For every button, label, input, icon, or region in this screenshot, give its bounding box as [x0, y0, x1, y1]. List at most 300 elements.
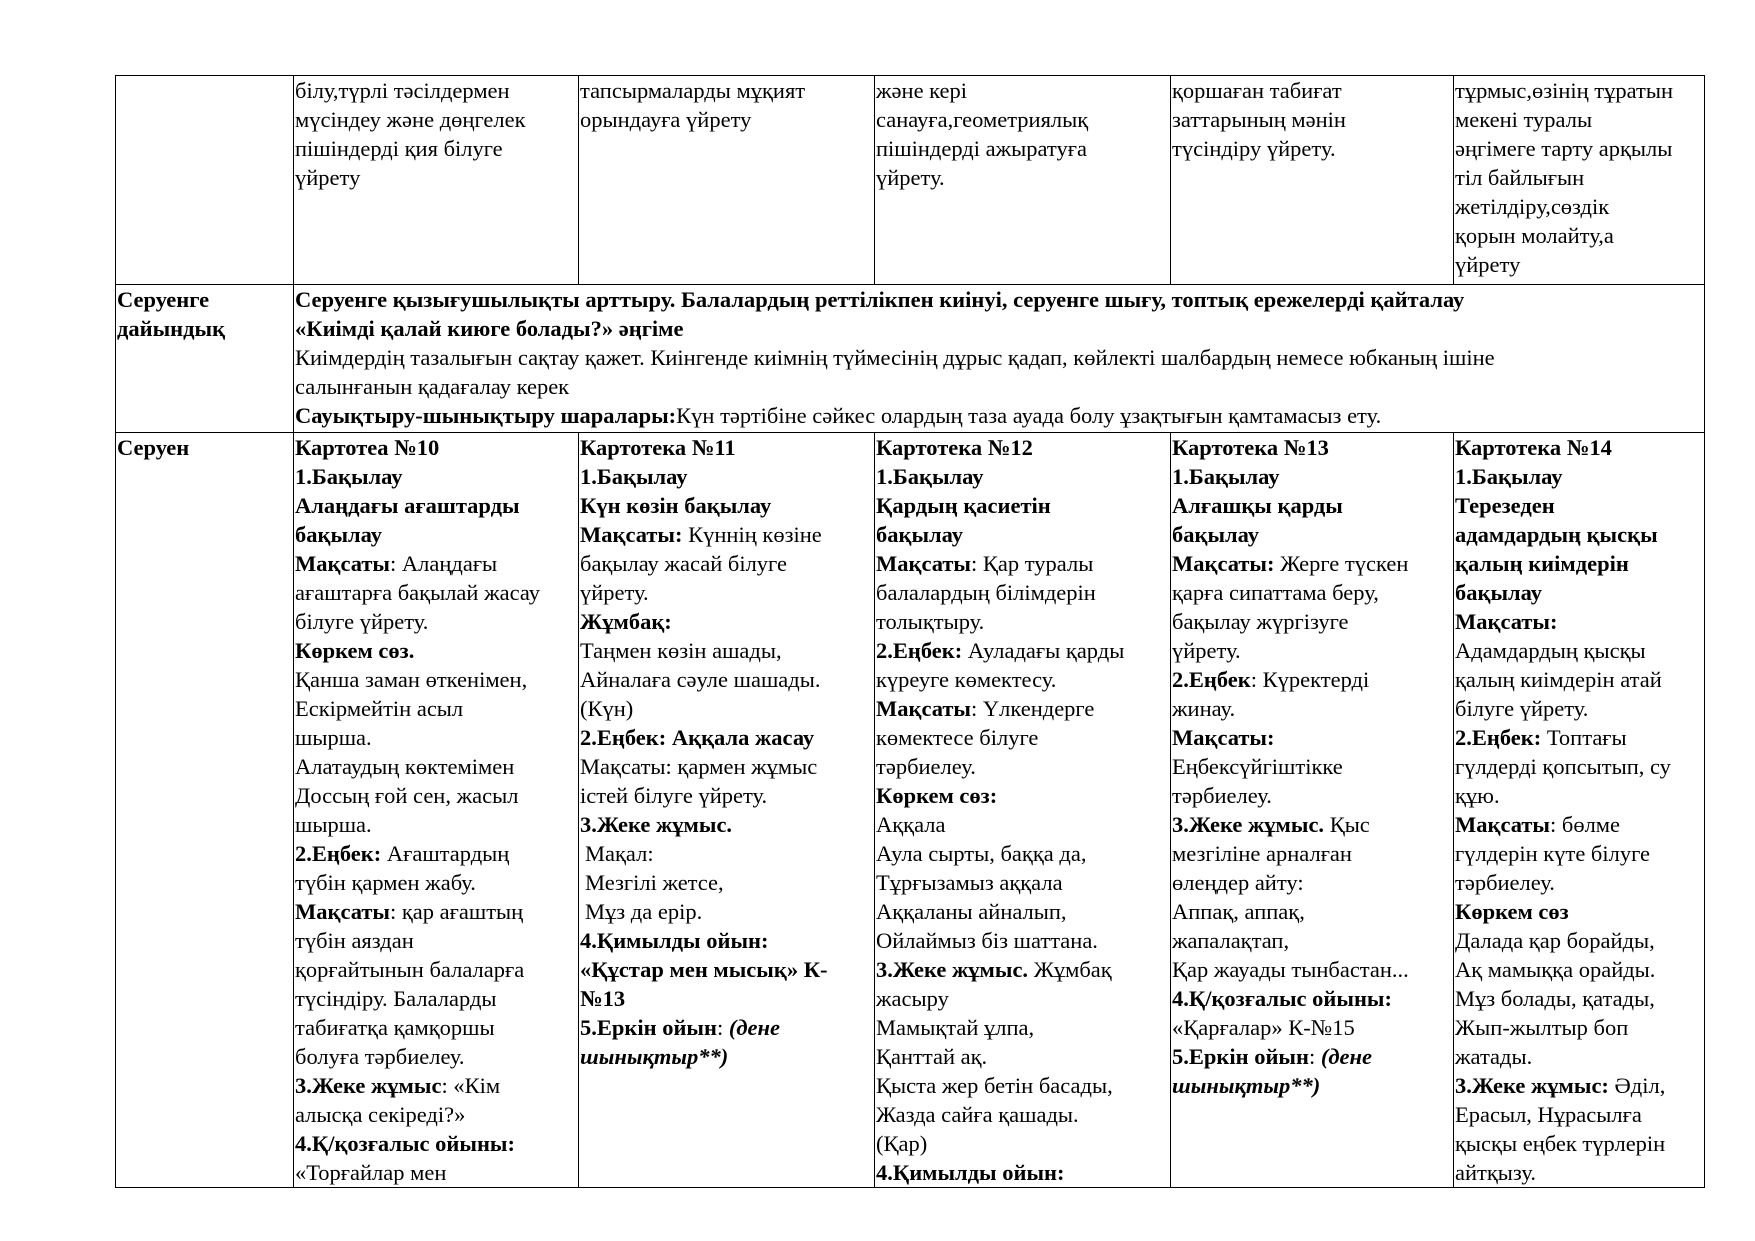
plain-text: Мамықтай ұлпа, — [876, 1015, 1035, 1040]
text-line — [580, 955, 872, 984]
text-line — [295, 462, 576, 491]
plain-text: Еңбексүйгіштікке — [1172, 754, 1343, 779]
text-line — [876, 549, 1168, 578]
plain-text: Таңмен көзін ашады, — [580, 638, 782, 663]
prep-talk-title: «Киімді қалай киюге болады?» әңгіме — [295, 316, 684, 341]
text-line — [1455, 433, 1702, 462]
text-line: орындауға үйрету — [580, 107, 752, 132]
plain-text: Ойлаймыз біз шаттана. — [876, 928, 1098, 953]
bold-text: Мақсаты — [876, 551, 971, 576]
bold-text: 3.Жеке жұмыс: — [1455, 1073, 1609, 1098]
text-line — [1172, 549, 1451, 578]
text-line — [295, 810, 576, 839]
plain-text: білуге үйрету. — [1455, 696, 1589, 721]
bold-text: 1.Бақылау — [876, 464, 984, 489]
text-line — [1455, 549, 1702, 578]
text-line: қорын молайту,а — [1455, 223, 1614, 248]
text-line: пішіндерді ажыратуға — [876, 136, 1087, 161]
plain-text: Алатаудың көктемімен — [295, 754, 515, 779]
plain-text: Күннің көзіне — [682, 522, 822, 547]
plain-text: көмектесе білуге — [876, 725, 1039, 750]
text-line — [295, 607, 576, 636]
bold-text: 1.Бақылау — [295, 464, 403, 489]
bold-text: 4.Қ/қозғалыс ойыны: — [1172, 986, 1392, 1011]
text-line: тұрмыс,өзінің тұратын — [1455, 78, 1674, 103]
bold-text: Алаңдағы ағаштарды — [295, 493, 520, 518]
text-line — [580, 636, 872, 665]
text-line — [580, 607, 872, 636]
plain-text: Аққала — [876, 812, 946, 837]
text-line — [876, 1100, 1168, 1129]
text-line — [1172, 897, 1451, 926]
text-line: мекені туралы — [1455, 107, 1593, 132]
walk-card-14 — [1454, 433, 1705, 1188]
row-label-cell — [116, 433, 294, 1188]
text-line: түсіндіру үйрету. — [1172, 136, 1336, 161]
bold-text: 1.Бақылау — [580, 464, 688, 489]
plain-text: тәрбиелеу. — [1172, 783, 1272, 808]
text-line — [876, 868, 1168, 897]
plain-text: Мезгілі жетсе, — [585, 870, 724, 895]
bold-text: 2.Еңбек: Аққала жасау — [580, 725, 815, 750]
text-line — [876, 955, 1168, 984]
text-line — [1172, 578, 1451, 607]
plain-text: түбін аяздан — [295, 928, 414, 953]
plain-text: үйрету. — [580, 580, 649, 605]
plain-text: ағаштарға бақылай жасау — [295, 580, 540, 605]
plain-text: Қар жауады тынбастан... — [1172, 957, 1409, 982]
bold-text: Көркем сөз. — [295, 638, 415, 663]
text-line — [580, 433, 872, 462]
text-line — [580, 781, 872, 810]
plain-text: болуға тәрбиелеу. — [295, 1044, 465, 1069]
bold-text: бақылау — [876, 522, 964, 547]
text-line — [1172, 955, 1451, 984]
bold-text: Мақсаты: — [580, 522, 683, 547]
text-line — [1455, 607, 1702, 636]
text-line: және кері — [876, 78, 968, 103]
plain-text: Аула сырты, баққа да, — [876, 841, 1087, 866]
plain-text: жинау. — [1172, 696, 1236, 721]
text-line — [295, 549, 576, 578]
plain-text: Ерасыл, Нұрасылға — [1455, 1102, 1642, 1127]
plain-text: Жерге түскен — [1274, 551, 1409, 576]
plain-text: қарға сипаттама беру, — [1172, 580, 1379, 605]
text-line — [1172, 868, 1451, 897]
text-line: үйрету — [295, 165, 361, 190]
plain-text: айтқызу. — [1455, 1160, 1536, 1185]
plain-text: Мақал: — [585, 841, 654, 866]
bold-text: №13 — [580, 986, 626, 1011]
text-line: тіл байлығын — [1455, 165, 1585, 190]
text-line — [876, 926, 1168, 955]
text-line — [876, 462, 1168, 491]
goals-row — [116, 76, 1705, 285]
row-label-cell — [116, 285, 294, 433]
text-line — [1172, 1013, 1451, 1042]
text-line — [580, 578, 872, 607]
text-line — [580, 694, 872, 723]
bold-text: Мақсаты: — [1172, 551, 1275, 576]
bold-text: Мақсаты — [295, 551, 390, 576]
plain-text: Ауладағы қарды — [962, 638, 1125, 663]
goal-cell-tue — [579, 76, 875, 285]
text-line — [876, 665, 1168, 694]
walk-row — [116, 433, 1705, 1188]
plain-text: қысқы еңбек түрлерін — [1455, 1131, 1666, 1156]
bold-text: 4.Қ/қозғалыс ойыны: — [295, 1131, 515, 1156]
text-line — [295, 491, 576, 520]
bold-text: Күн көзін бақылау — [580, 493, 772, 518]
bold-italic-text: шынықтыр**) — [580, 1044, 729, 1069]
goal-cell-thu — [1171, 76, 1454, 285]
text-line — [580, 839, 872, 868]
text-line — [295, 694, 576, 723]
text-line — [1455, 462, 1702, 491]
bold-text: адамдардың қысқы — [1455, 522, 1658, 547]
plain-text: Ақ мамыққа орайды. — [1455, 957, 1656, 982]
text-line — [1172, 752, 1451, 781]
plain-text: Айналаға сәуле шашады. — [580, 667, 821, 692]
plain-text: Жұмбақ — [1028, 957, 1112, 982]
bold-text: Картотеа №10 — [295, 435, 440, 460]
bold-text: 3.Жеке жұмыс — [295, 1073, 442, 1098]
prep-text-line: Киімдердің тазалығын сақтау қажет. Киінгенде киімнің түймесінің дұрыс қадап, көйлекті шалбардың немесе юбканың ішіне — [295, 345, 1495, 370]
text-line — [1455, 955, 1702, 984]
bold-text: Көркем сөз: — [876, 783, 998, 808]
text-line — [876, 520, 1168, 549]
text-line: қоршаған табиғат — [1172, 78, 1342, 103]
plain-text: үйрету. — [1172, 638, 1241, 663]
plain-text: балалардың білімдерін — [876, 580, 1096, 605]
bold-italic-text: шынықтыр**) — [1172, 1073, 1321, 1098]
text-line — [1172, 462, 1451, 491]
text-line — [1172, 810, 1451, 839]
plain-text: Ағаштардың — [381, 841, 510, 866]
plain-text: Қыс — [1324, 812, 1370, 837]
row-label-line: дайындық — [117, 316, 226, 341]
text-line — [1172, 984, 1451, 1013]
bold-text: 2.Еңбек — [1172, 667, 1251, 692]
text-line — [876, 723, 1168, 752]
text-line — [295, 955, 576, 984]
text-line — [876, 491, 1168, 520]
bold-italic-text: (дене — [728, 1015, 780, 1040]
text-line — [1455, 1100, 1702, 1129]
plain-text: толықтыру. — [876, 609, 985, 634]
text-line — [876, 607, 1168, 636]
bold-text: Қардың қасиетін — [876, 493, 1051, 518]
bold-text: «Құстар мен мысық» К- — [580, 957, 828, 982]
text-line — [295, 752, 576, 781]
bold-text: Мақсаты: — [1172, 725, 1275, 750]
plain-text: : Күректерді — [1250, 667, 1370, 692]
lesson-plan-table — [115, 75, 1705, 1188]
text-line — [1455, 1013, 1702, 1042]
text-line — [295, 868, 576, 897]
plain-text: : Үлкендерге — [971, 696, 1095, 721]
health-measures — [295, 401, 1702, 430]
text-line — [580, 926, 872, 955]
plain-text: Қанттай ақ. — [876, 1044, 988, 1069]
plain-text: гүлдерін күте білуге — [1455, 841, 1651, 866]
bold-text: Мақсаты: — [1455, 609, 1558, 634]
text-line — [580, 520, 872, 549]
text-line: үйрету. — [876, 165, 945, 190]
text-line — [876, 1158, 1168, 1187]
text-line — [876, 984, 1168, 1013]
text-line: пішіндерді қия білуге — [295, 136, 503, 161]
bold-text: 3.Жеке жұмыс. — [1172, 812, 1325, 837]
bold-text: Терезеден — [1455, 493, 1555, 518]
text-line — [295, 1013, 576, 1042]
plain-text: істей білуге үйрету. — [580, 783, 768, 808]
bold-text: Мақсаты — [1455, 812, 1550, 837]
plain-text: Жазда сайға қашады. — [876, 1102, 1079, 1127]
text-line — [876, 1129, 1168, 1158]
text-line: санауға,геометриялық — [876, 107, 1089, 132]
text-line — [876, 897, 1168, 926]
prep-text-line: салынғанын қадағалау керек — [295, 374, 570, 399]
text-line — [580, 549, 872, 578]
text-line — [1455, 984, 1702, 1013]
walk-card-10 — [294, 433, 579, 1188]
goal-cell-wed — [875, 76, 1171, 285]
text-line — [1455, 636, 1702, 665]
bold-text: Картотека №13 — [1172, 435, 1329, 460]
text-line — [876, 810, 1168, 839]
plain-text: құю. — [1455, 783, 1500, 808]
text-line — [1455, 897, 1702, 926]
text-line — [1455, 1071, 1702, 1100]
walk-card-13 — [1171, 433, 1454, 1188]
plain-text: Мақсаты: қармен жұмыс — [580, 754, 818, 779]
plain-text: тәрбиелеу. — [876, 754, 976, 779]
text-line — [580, 723, 872, 752]
text-line: әңгімеге тарту арқылы — [1455, 136, 1673, 161]
text-line — [580, 1042, 872, 1071]
plain-text: мезгіліне арналған — [1172, 841, 1352, 866]
bold-text: 1.Бақылау — [1455, 464, 1563, 489]
walk-prep-content — [294, 285, 1705, 433]
bold-text: бақылау — [1172, 522, 1260, 547]
text-line: заттарының мәнін — [1172, 107, 1346, 132]
text-line — [295, 984, 576, 1013]
health-label: Сауықтыру-шынықтыру шаралары: — [295, 403, 677, 428]
plain-text: алысқа секіреді?» — [295, 1102, 466, 1127]
plain-text: : Қар туралы — [971, 551, 1094, 576]
plain-text: Қанша заман өткенімен, — [295, 667, 528, 692]
text-line — [1172, 636, 1451, 665]
bold-text: Картотека №14 — [1455, 435, 1612, 460]
text-line — [580, 462, 872, 491]
plain-text: Мұз да ерір. — [585, 899, 703, 924]
text-line — [1172, 433, 1451, 462]
text-line — [580, 810, 872, 839]
plain-text: түбін қармен жабу. — [295, 870, 476, 895]
plain-text: Доссың ғой сен, жасыл — [295, 783, 519, 808]
plain-text: Жып-жылтыр боп — [1455, 1015, 1629, 1040]
text-line — [1455, 520, 1702, 549]
bold-text: 4.Қимылды ойын: — [580, 928, 769, 953]
text-line — [1455, 491, 1702, 520]
plain-text: қалың киімдерін атай — [1455, 667, 1662, 692]
plain-text: : бөлме — [1550, 812, 1621, 837]
text-line — [1455, 926, 1702, 955]
goal-cell-fri — [1454, 76, 1705, 285]
bold-text: 1.Бақылау — [1172, 464, 1280, 489]
text-line — [295, 1100, 576, 1129]
plain-text: Тұрғызамыз аққала — [876, 870, 1063, 895]
row-label-line: Серуенге — [117, 287, 210, 312]
plain-text: Аппақ, аппақ, — [1172, 899, 1305, 924]
bold-text: қалың киімдерін — [1455, 551, 1629, 576]
plain-text: түсіндіру. Балаларды — [295, 986, 497, 1011]
plain-text: қорғайтынын балаларға — [295, 957, 525, 982]
text-line — [295, 1071, 576, 1100]
text-line — [295, 636, 576, 665]
goal-cell-mon — [294, 76, 579, 285]
text-line — [295, 1158, 576, 1187]
plain-text: бақылау жасай білуге — [580, 551, 787, 576]
text-line: үйрету — [1455, 252, 1521, 277]
bold-text: 3.Жеке жұмыс. — [876, 957, 1029, 982]
row-label-cell — [116, 76, 294, 285]
plain-text: : Алаңдағы — [390, 551, 498, 576]
bold-text: Картотека №11 — [580, 435, 736, 460]
text-line — [1455, 781, 1702, 810]
text-line — [1455, 723, 1702, 752]
text-line: тапсырмаларды мұқият — [580, 78, 806, 103]
plain-text: (Күн) — [580, 696, 634, 721]
bold-text: 4.Қимылды ойын: — [876, 1160, 1065, 1185]
text-line — [295, 897, 576, 926]
text-line — [1172, 665, 1451, 694]
prep-heading: Серуенге қызығушылықты арттыру. Балалардың реттілікпен киінуі, серуенге шығу, топтық ережелерді қайталау — [295, 287, 1465, 312]
text-line — [295, 723, 576, 752]
text-line — [1455, 839, 1702, 868]
plain-text: білуге үйрету. — [295, 609, 429, 634]
text-line — [1455, 1042, 1702, 1071]
plain-text: Әділ, — [1608, 1073, 1666, 1098]
text-line — [876, 839, 1168, 868]
text-line — [1455, 578, 1702, 607]
bold-text: Мақсаты — [295, 899, 390, 924]
bold-text: Мақсаты — [876, 696, 971, 721]
text-line — [1455, 810, 1702, 839]
text-line — [580, 984, 872, 1013]
plain-text: Мұз болады, қатады, — [1455, 986, 1655, 1011]
bold-text: 3.Жеке жұмыс. — [580, 812, 733, 837]
bold-text: 2.Еңбек: — [876, 638, 963, 663]
plain-text: (Қар) — [876, 1131, 928, 1156]
text-line: мүсіндеу және дөңгелек — [295, 107, 526, 132]
text-line — [295, 1042, 576, 1071]
text-line — [295, 839, 576, 868]
plain-text: гүлдерді қопсытып, су — [1455, 754, 1671, 779]
bold-text: бақылау — [295, 522, 383, 547]
row-label: Серуен — [117, 435, 190, 460]
bold-text: Картотека №12 — [876, 435, 1033, 460]
bold-text: Көркем сөз — [1455, 899, 1569, 924]
text-line — [295, 520, 576, 549]
text-line — [580, 868, 872, 897]
text-line — [580, 491, 872, 520]
plain-text: Қыста жер бетін басады, — [876, 1073, 1113, 1098]
bold-text: Жұмбақ: — [580, 609, 672, 634]
bold-text: Алғашқы қарды — [1172, 493, 1343, 518]
plain-text: күреуге көмектесу. — [876, 667, 1057, 692]
text-line — [580, 897, 872, 926]
plain-text: «Қарғалар» К-№15 — [1172, 1015, 1355, 1040]
plain-text: жатады. — [1455, 1044, 1533, 1069]
text-line — [295, 578, 576, 607]
plain-text: : — [716, 1015, 729, 1040]
text-line — [1172, 607, 1451, 636]
plain-text: өлеңдер айту: — [1172, 870, 1304, 895]
plain-text: Аққаланы айналып, — [876, 899, 1067, 924]
plain-text: Ескірмейтін асыл — [295, 696, 464, 721]
walk-prep-row — [116, 285, 1705, 433]
text-line — [295, 1129, 576, 1158]
text-line — [876, 694, 1168, 723]
plain-text: жапалақтап, — [1172, 928, 1290, 953]
text-line — [580, 665, 872, 694]
text-line — [1172, 1071, 1451, 1100]
health-text: Күн тәртібіне сәйкес олардың таза ауада болу ұзақтығын қамтамасыз ету. — [676, 403, 1382, 428]
text-line — [1172, 694, 1451, 723]
plain-text: Далада қар борайды, — [1455, 928, 1655, 953]
text-line — [295, 781, 576, 810]
text-line — [1455, 1158, 1702, 1187]
plain-text: жасыру — [876, 986, 949, 1011]
plain-text: : қар ағаштың — [390, 899, 524, 924]
text-line: білу,түрлі тәсілдермен — [295, 78, 510, 103]
text-line — [1172, 491, 1451, 520]
text-line — [876, 636, 1168, 665]
text-line — [1172, 926, 1451, 955]
text-line — [876, 1042, 1168, 1071]
plain-text: табиғатқа қамқоршы — [295, 1015, 495, 1040]
plain-text: Адамдардың қысқы — [1455, 638, 1646, 663]
plain-text: : — [1308, 1044, 1321, 1069]
plain-text: : «Кім — [441, 1073, 501, 1098]
plain-text: тәрбиелеу. — [1455, 870, 1555, 895]
walk-card-11 — [579, 433, 875, 1188]
text-line — [295, 665, 576, 694]
plain-text: «Торғайлар мен — [295, 1160, 447, 1185]
text-line — [295, 433, 576, 462]
plain-text: Топтағы — [1541, 725, 1627, 750]
bold-text: 5.Еркін ойын — [580, 1015, 717, 1040]
text-line — [295, 926, 576, 955]
text-line — [876, 578, 1168, 607]
plain-text: шырша. — [295, 725, 372, 750]
plain-text: шырша. — [295, 812, 372, 837]
plain-text: бақылау жүргізуге — [1172, 609, 1349, 634]
text-line — [1172, 520, 1451, 549]
bold-text: 2.Еңбек: — [1455, 725, 1542, 750]
walk-card-12 — [875, 433, 1171, 1188]
text-line — [580, 752, 872, 781]
text-line — [1455, 868, 1702, 897]
bold-text: 5.Еркін ойын — [1172, 1044, 1309, 1069]
text-line — [1172, 1042, 1451, 1071]
text-line — [1172, 723, 1451, 752]
text-line — [1172, 839, 1451, 868]
text-line — [1455, 1129, 1702, 1158]
bold-italic-text: (дене — [1320, 1044, 1372, 1069]
